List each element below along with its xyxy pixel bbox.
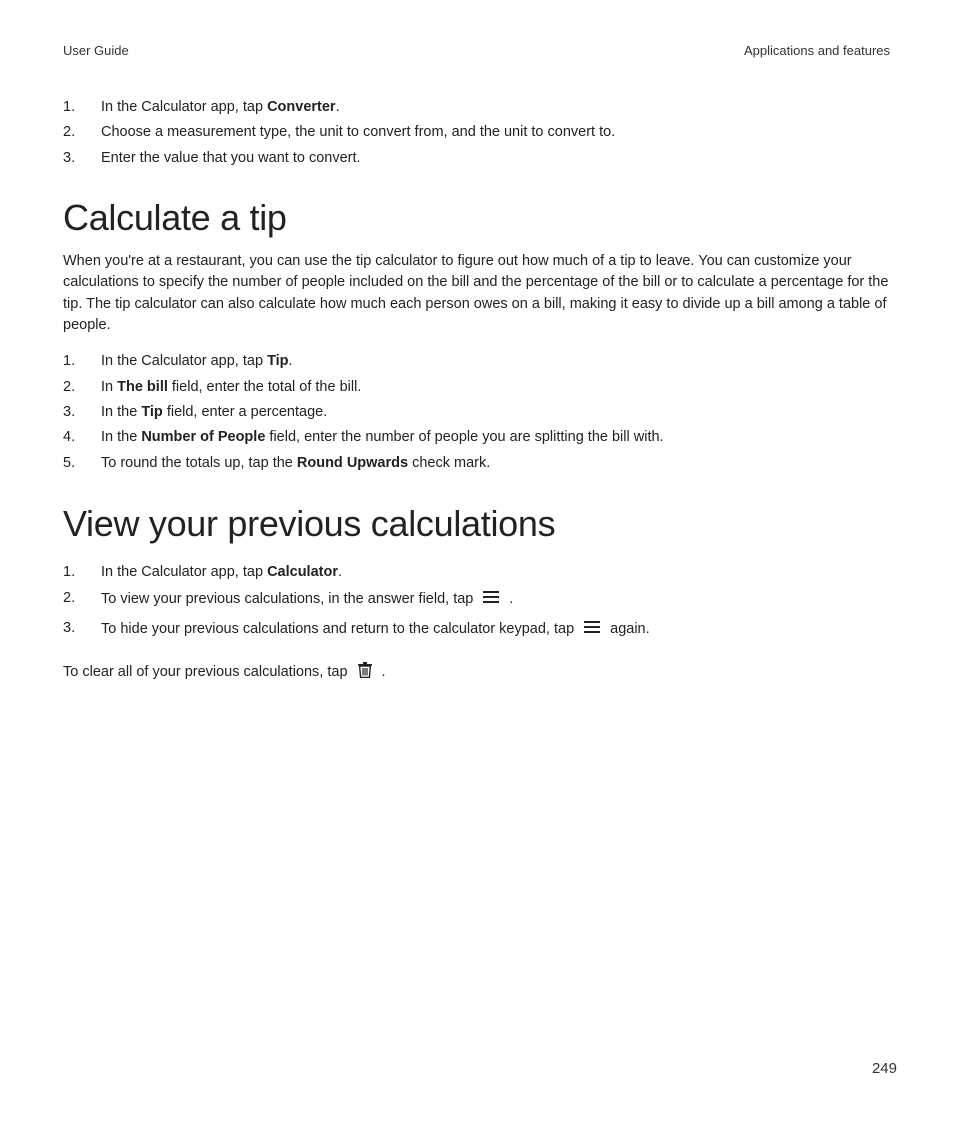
step-number: 3. [63,404,76,420]
step-text: In the [101,404,142,420]
step-number: 1. [63,99,76,115]
step-text: field, enter the number of people you are splitting the bill with. [265,429,664,445]
section-title-history: View your previous calculations [63,503,556,544]
step-text: In the Calculator app, tap [101,564,268,580]
ui-term: Tip [267,353,289,369]
step-text: In the [101,429,142,445]
page-number: 249 [871,1060,897,1077]
step-text: check mark. [408,455,491,471]
ui-term: Number of People [141,429,266,445]
step-number: 1. [63,353,76,369]
step-text: To view your previous calculations, in the answer field, tap [101,590,474,607]
step-number: 4. [63,429,76,445]
step-text: In the Calculator app, tap [101,353,268,369]
step-number: 3. [63,150,76,166]
step-number: 2. [63,590,76,606]
tip-intro-paragraph: When you're at a restaurant, you can use the tip calculator to figure out how much of a tip to leave. You can customize your calculations to specify the number of people included on the bill and the percentage of the bill or to calculate a percentage for the tip. The tip calculator can also calculate how much each person owes on a bill, making it easy to divide up a bill among a table of people. [63,253,889,333]
step-text: To round the totals up, tap the [101,455,297,471]
ui-term: Tip [141,404,163,420]
ui-term: Calculator [267,564,338,580]
step-text: In the Calculator app, tap [101,99,268,115]
ui-term: Converter [267,99,336,115]
step-text: field, enter a percentage. [162,404,328,420]
step-text: . [337,564,343,580]
step-text: . [288,353,293,369]
step-text: Enter the value that you want to convert. [101,150,361,166]
running-header-left: User Guide [63,43,129,58]
step-number: 5. [63,455,76,471]
step-text: field, enter the total of the bill. [167,379,362,395]
section-title-tip: Calculate a tip [63,197,287,238]
step-number: 2. [63,379,76,395]
step-text: again. [610,620,650,637]
running-header-right: Applications and features [744,43,890,58]
step-text: In [101,379,118,395]
menu-icon [483,590,499,608]
step-number: 1. [63,564,76,580]
ui-term: Round Upwards [296,455,409,471]
trash-icon [358,662,372,682]
menu-icon [584,620,600,638]
step-text: . [335,99,340,115]
step-number: 3. [63,620,76,636]
ui-term: The bill [117,379,168,395]
step-text: To hide your previous calculations and return to the calculator keypad, tap [101,620,575,637]
note-text: To clear all of your previous calculations, tap [63,663,348,680]
step-text: . [509,590,514,607]
step-text: Choose a measurement type, the unit to convert from, and the unit to convert to. [101,124,616,140]
clear-history-note [63,662,386,682]
note-text: . [381,663,386,680]
step-number: 2. [63,124,76,140]
